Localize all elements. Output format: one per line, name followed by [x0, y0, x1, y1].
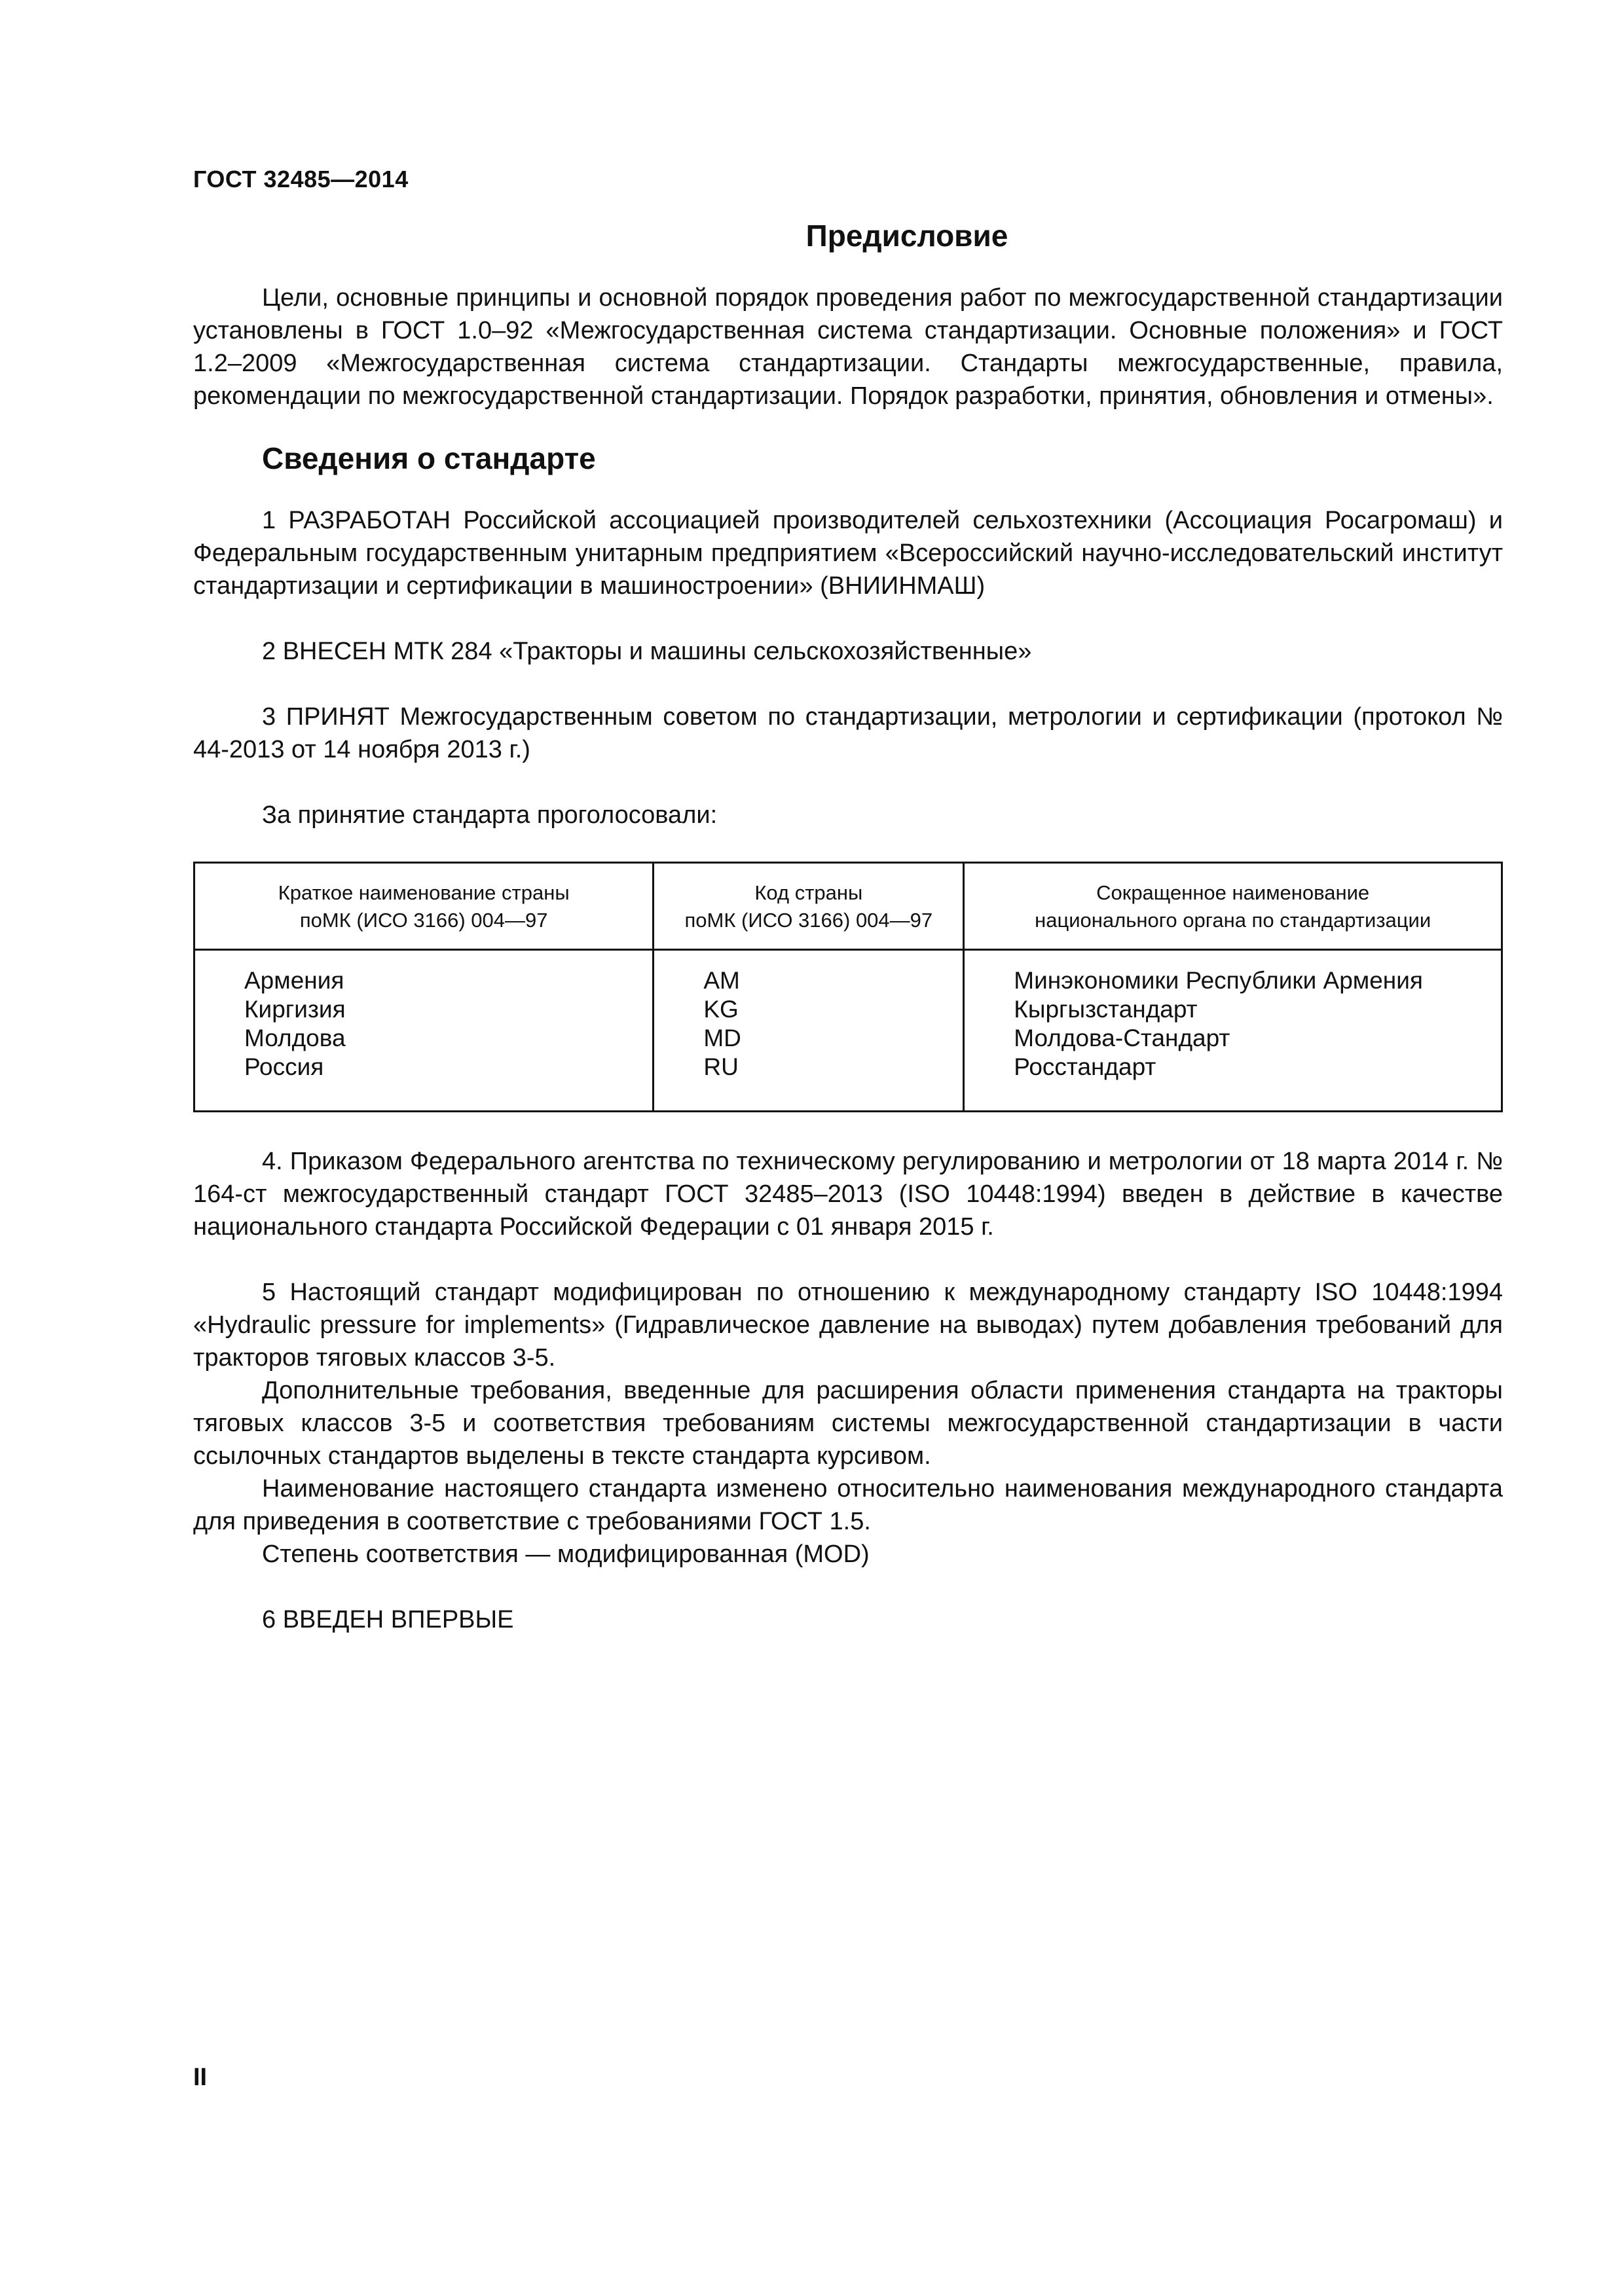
header-body-line-2: национального органа по стандартизации — [1035, 909, 1431, 932]
country-name: Киргизия — [244, 996, 346, 1023]
votes-table — [193, 862, 1503, 1112]
page-content — [193, 216, 1503, 1636]
item-5-degree: Степень соответствия — модифицированная (MOD) — [262, 1540, 870, 1568]
standards-body: Росстандарт — [1014, 1053, 1156, 1080]
header-code-line-1: Код страны — [754, 881, 863, 904]
item-5: 5 Настоящий стандарт модифицирован по отношению к международному стандарту ISO 10448:1994 «Hydraulic pressure for implements» (Гидравлическое давление на выводах) путем добавления требований для тракторов тяговых классов 3-5. — [193, 1279, 1503, 1372]
info-item-2: 2 ВНЕСЕН МТК 284 «Тракторы и машины сельскохозяйственные» — [262, 638, 1032, 665]
table-header-row — [194, 863, 1502, 950]
country-name: Молдова — [244, 1025, 346, 1051]
header-body — [964, 863, 1502, 950]
voted-intro: За принятие стандарта проголосовали: — [262, 801, 718, 829]
item-5-additional: Дополнительные требования, введенные для расширения области применения стандарта на тракторы тяговых классов 3-5 и соответствия требованиям системы межгосударственной стандартизации в части ссылочных стандартов выделены в тексте стандарта курсивом. — [193, 1377, 1503, 1470]
countries-cell — [194, 950, 654, 1112]
country-name: Армения — [244, 967, 344, 994]
country-code: KG — [703, 996, 739, 1023]
item-5-name-change: Наименование настоящего стандарта изменено относительно наименования международного стандарта для приведения в соответствие с требованиями ГОСТ 1.5. — [193, 1475, 1503, 1535]
header-country — [194, 863, 654, 950]
header-country-line-2: поМК (ИСО 3166) 004—97 — [299, 909, 548, 932]
info-item-1: 1 РАЗРАБОТАН Российской ассоциацией производителей сельхозтехники (Ассоциация Росагромаш) и Федеральным государственным унитарным предприятием «Всероссийский научно-исследовательский институт стандартизации и сертификации в машиностроении» (ВНИИНМАШ) — [193, 507, 1503, 600]
foreword-title: Предисловие — [805, 219, 1008, 253]
standard-info-title: Сведения о стандарте — [262, 441, 596, 475]
codes-cell — [654, 950, 964, 1112]
country-code: RU — [703, 1053, 739, 1080]
document-code: ГОСТ 32485—2014 — [193, 166, 409, 192]
item-6: 6 ВВЕДЕН ВПЕРВЫЕ — [262, 1606, 514, 1633]
item-4: 4. Приказом Федерального агентства по техническому регулированию и метрологии от 18 марта 2014 г. № 164-ст межгосударственный стандарт ГОСТ 32485–2013 (ISO 10448:1994) введен в действие в качестве национального стандарта Российской Федерации с 01 января 2015 г. — [193, 1148, 1503, 1241]
standards-body: Кыргызстандарт — [1014, 996, 1198, 1023]
bodies-cell — [964, 950, 1502, 1112]
header-body-line-1: Сокращенное наименование — [1096, 881, 1370, 904]
foreword-paragraph: Цели, основные принципы и основной порядок проведения работ по межгосударственной стандартизации установлены в ГОСТ 1.0–92 «Межгосударственная система стандартизации. Основные положения» и ГОСТ 1.2–2009 «Межгосударственная система стандартизации. Стандарты межгосударственные, правила, рекомендации по межгосударственной стандартизации. Порядок разработки, принятия, обновления и отмены». — [193, 284, 1503, 410]
standards-body: Минэкономики Республики Армения — [1014, 967, 1423, 994]
table-row — [194, 950, 1502, 1112]
country-code: AM — [703, 967, 740, 994]
standards-body: Молдова-Стандарт — [1014, 1025, 1230, 1051]
header-code-line-2: поМК (ИСО 3166) 004—97 — [684, 909, 933, 932]
page-number: II — [193, 2064, 208, 2091]
country-name: Россия — [244, 1053, 324, 1080]
country-code: MD — [703, 1025, 741, 1051]
header-country-line-1: Краткое наименование страны — [278, 881, 570, 904]
info-item-3: 3 ПРИНЯТ Межгосударственным советом по стандартизации, метрологии и сертификации (протокол № 44-2013 от 14 ноября 2013 г.) — [193, 703, 1503, 763]
header-code — [654, 863, 964, 950]
